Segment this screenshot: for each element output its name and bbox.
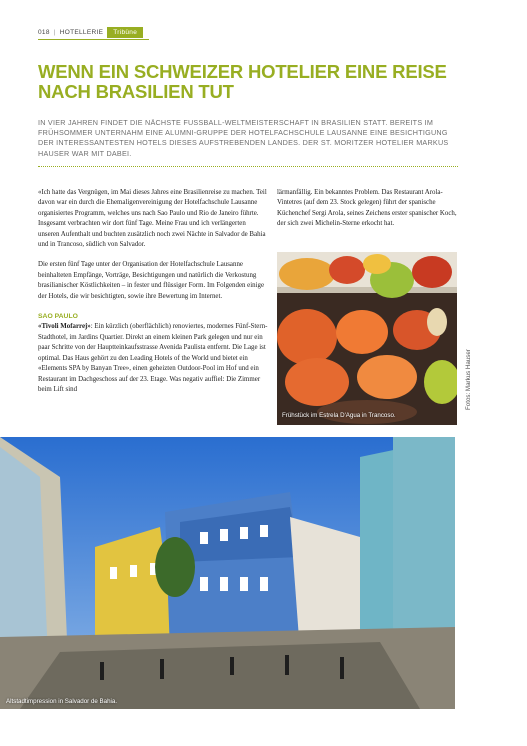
photo-caption: Altstadtimpression in Salvador de Bahia. xyxy=(6,698,118,705)
breakfast-photo xyxy=(277,252,457,425)
body-paragraph: Die ersten fünf Tage unter der Organisation der Hotelfachschule Lausanne beinhalteten Empfänge, Vorträge, Besichtigungen und natürlich die Verkostung brasilianischer Köstlichkeiten – in fester und flüssiger Form. Im Folgenden einige der Hotels, die wir besichtigten, sowie ihre Bewertung im Internet. xyxy=(38,261,265,300)
lead-divider xyxy=(38,166,458,167)
body-paragraph: «Ich hatte das Vergnügen, im Mai dieses Jahres eine Brasilienreise zu machen. Teil davon war ein durch die Ehemaligenvereinigung der Hotelfachschule Lausanne organisiertes Programm, welches uns nach Sao Paulo und Rio de Janeiro führte. Insgesamt verbrachten wir dort fünf Tage. Meine Frau und ich verlängerten unseren Aufenthalt und buchten zusätzlich noch zwei Nächte in Salvador de Bahia und in Trancoso, südlich von Salvador. xyxy=(38,189,267,249)
section-subhead: SAO PAULO xyxy=(38,313,78,321)
photo-credit: Fotos: Markus Hauser xyxy=(465,349,472,410)
header-rule xyxy=(38,39,149,40)
body-column-left xyxy=(38,188,268,405)
photo-caption: Frühstück im Estrela D'Agua in Trancoso. xyxy=(282,412,396,419)
body-paragraph xyxy=(38,322,268,395)
body-column-right xyxy=(277,188,457,240)
article-lead: IN VIER JAHREN FINDET DIE NÄCHSTE FUSSBALL-WELTMEISTERSCHAFT IN BRASILIEN STATT. BEREITS IM FRÜHSOMMER UNTERNAHM EINE ALUMNI-GRUPPE DER HOTELFACHSCHULE LAUSANNE EINE BESICHTIGUNG DER INTERESSANTESTEN HOTELS DIESES AUFSTREBENDEN LANDES. DER ST. MORITZER HOTELIER MARKUS HAUSER WAR MIT DABEI. xyxy=(38,118,449,158)
article-headline: WENN EIN SCHWEIZER HOTELIER EINE REISE NACH BRASILIEN TUT xyxy=(38,61,447,102)
section-name: HOTELLERIE xyxy=(59,28,104,36)
running-header xyxy=(38,26,143,38)
salvador-street-photo xyxy=(0,437,455,709)
hotel-name: «Tivoli Mofarrej» xyxy=(38,323,91,331)
hotel-description: : Ein kürzlich (oberflächlich) renoviertes, modernes Fünf-Stern-Stadthotel, im Jardins Quartier. Direkt an einem kleinen Park gelegen und nur ein paar Schritte von der Hauptteinkaufsstrasse Avenida Paulista entfernt. Die Lage ist optimal. Das Haus gehört zu den Leading Hotels of the World und bietet ein «Elements SPA by Banyan Tree», einen geheizten Outdoor-Pool im Hof und ein Restaurant im Dachgeschoss auf der 23. Etage. Was negativ auffiel: Die Zimmer beim Lift sind xyxy=(38,323,268,393)
page-number: 018 xyxy=(38,28,50,36)
section-tag: Tribüne xyxy=(107,27,143,38)
header-separator: | xyxy=(53,28,56,36)
body-paragraph: lärmanfällig. Ein bekanntes Problem. Das Restaurant Arola-Vintetres (auf dem 23. Stock gelegen) führt der spanische Küchenchef Sergi Arola, seines Zeichens erster spanischer Koch, der sich zwei Michelin-Sterne erkocht hat. xyxy=(277,189,457,228)
